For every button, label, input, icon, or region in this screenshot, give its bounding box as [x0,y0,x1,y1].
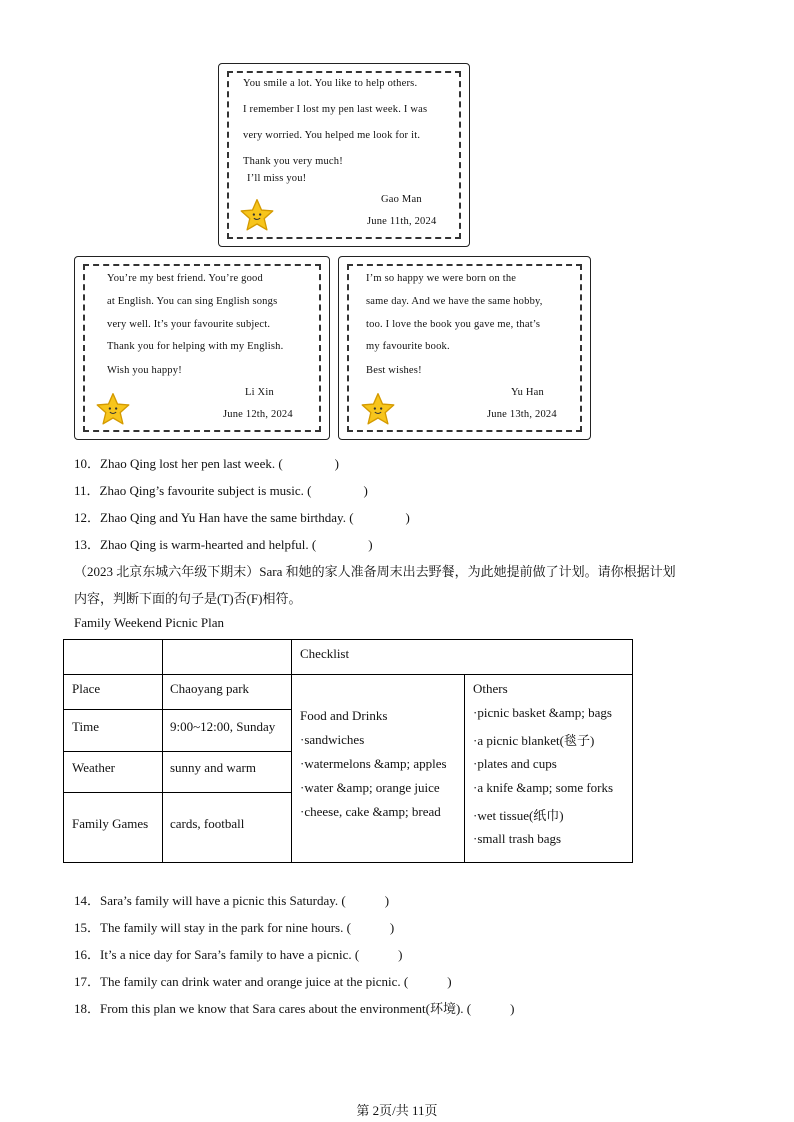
question-11: 11．Zhao Qing’s favourite subject is music. ( ) [74,483,368,498]
row-label-weather: Weather [72,760,115,775]
row-value-place: Chaoyang park [170,681,250,696]
question-13: 13．Zhao Qing is warm-hearted and helpful. ( ) [74,537,373,552]
instruction-line-2: 内容，判断下面的句子是(T)否(F)相符。 [74,591,302,606]
question-17: 17．The family can drink water and orange juice at the picnic. ( ) [74,974,452,989]
card-line: Best wishes! [366,365,422,376]
question-14: 14．Sara’s family will have a picnic this Saturday. ( ) [74,893,390,908]
row-label-place: Place [72,681,101,696]
card-line: I’ll miss you! [247,173,307,184]
checklist-header: Checklist [300,646,350,661]
question-10: 10．Zhao Qing lost her pen last week. ( ) [74,456,340,471]
row-value-games: cards, football [170,816,245,831]
question-12: 12．Zhao Qing and Yu Han have the same birthday. ( ) [74,510,410,525]
row-value-time: 9:00~12:00, Sunday [170,719,276,734]
card-line: Wish you happy! [107,365,182,376]
table-border [63,862,633,863]
plan-title: Family Weekend Picnic Plan [74,615,224,630]
card-line: my favourite book. [366,341,450,352]
table-border [632,639,633,863]
table-border [291,639,292,863]
card-line: You smile a lot. You like to help others. [243,78,418,89]
food-item: ·water &amp; orange juice [300,780,440,795]
star-icon [95,391,131,427]
others-item: ·plates and cups [473,756,557,771]
others-item: ·wet tissue(纸巾) [473,808,564,823]
card-gao-man [218,63,470,247]
table-border [63,709,292,710]
others-item: ·a knife &amp; some forks [473,780,614,795]
question-16: 16．It’s a nice day for Sara’s family to have a picnic. ( ) [74,947,403,962]
card-signature: Li Xin [245,387,274,398]
others-item: ·picnic basket &amp; bags [473,705,612,720]
card-signature: Gao Man [381,194,422,205]
card-signature: Yu Han [511,387,544,398]
table-border [63,674,633,675]
food-item: ·sandwiches [300,732,365,747]
row-label-time: Time [72,719,99,734]
food-title: Food and Drinks [300,708,388,723]
table-border [63,792,292,793]
star-icon [360,391,396,427]
page-number: 第 2页/共 11页 [356,1103,438,1118]
card-date: June 13th, 2024 [487,409,557,420]
card-date: June 11th, 2024 [367,216,437,227]
card-yu-han [338,256,591,440]
card-line: same day. And we have the same hobby, [366,296,543,307]
card-line: very worried. You helped me look for it. [243,130,421,141]
card-line: too. I love the book you gave me, that’s [366,319,541,330]
card-li-xin [74,256,330,440]
row-label-games: Family Games [72,816,149,831]
others-title: Others [473,681,508,696]
card-line: at English. You can sing English songs [107,296,278,307]
table-border [162,639,163,863]
row-value-weather: sunny and warm [170,760,256,775]
table-border [63,639,633,640]
card-line: I remember I lost my pen last week. I was [243,104,428,115]
table-border [63,751,292,752]
others-item: ·a picnic blanket(毯子) [473,733,595,748]
others-item: ·small trash bags [473,831,562,846]
card-line: Thank you for helping with my English. [107,341,284,352]
question-18: 18．From this plan we know that Sara cares about the environment(环境). ( ) [74,1001,515,1016]
card-line: very well. It’s your favourite subject. [107,319,271,330]
star-icon [239,197,275,233]
table-border [464,674,465,863]
question-15: 15．The family will stay in the park for nine hours. ( ) [74,920,395,935]
card-line: I’m so happy we were born on the [366,273,517,284]
food-item: ·cheese, cake &amp; bread [300,804,441,819]
food-item: ·watermelons &amp; apples [300,756,447,771]
card-line: You’re my best friend. You’re good [107,273,263,284]
card-line: Thank you very much! [243,156,343,167]
instruction-line-1: （2023 北京东城六年级下期末）Sara 和她的家人准备周末出去野餐，为此她提前做了计划。请你根据计划 [74,564,676,579]
table-border [63,639,64,863]
card-date: June 12th, 2024 [223,409,293,420]
